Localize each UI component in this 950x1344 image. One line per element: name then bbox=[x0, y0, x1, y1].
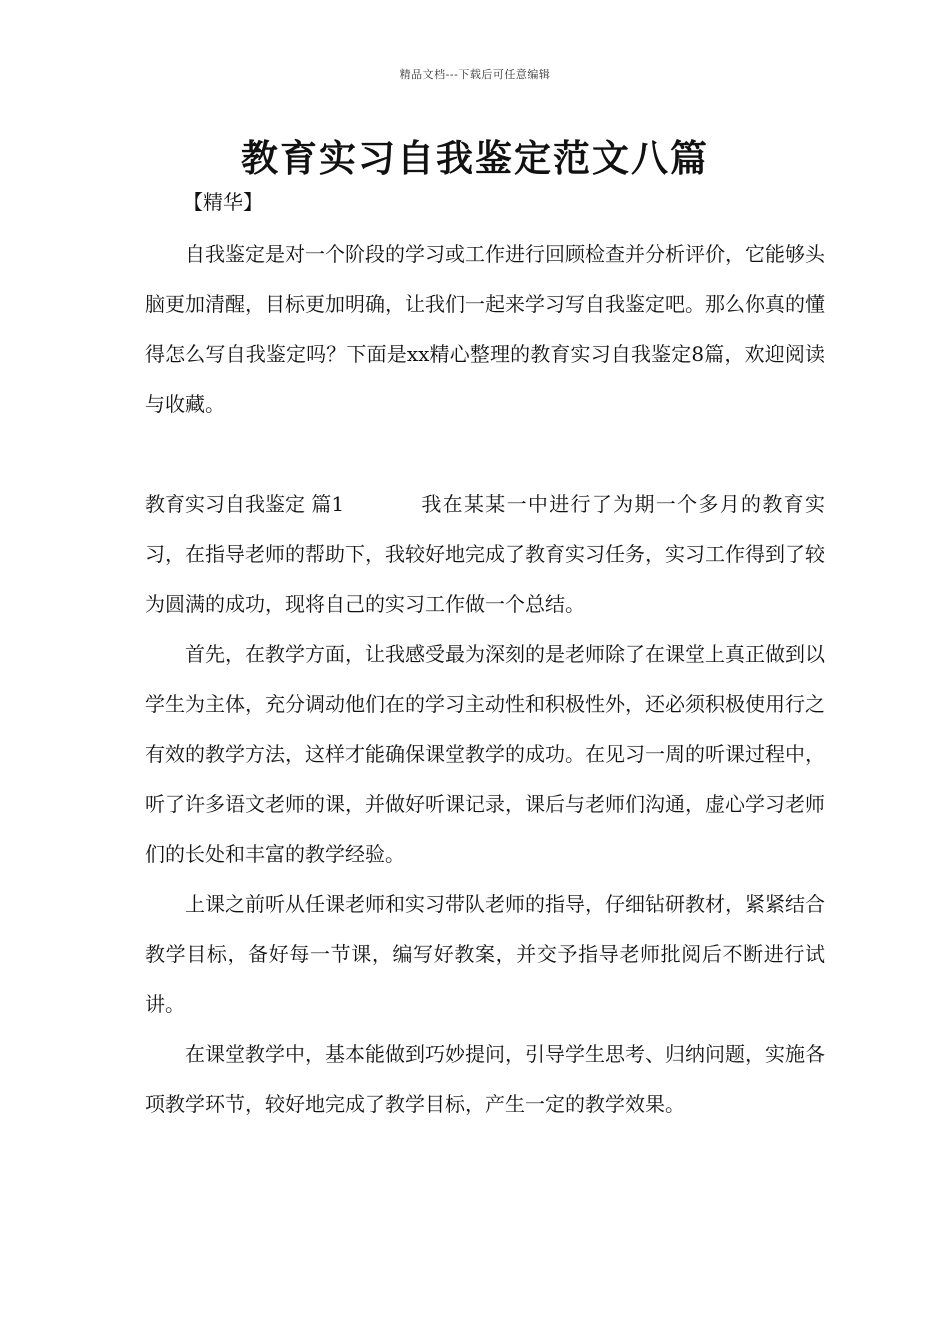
body-paragraph: 首先，在教学方面，让我感受最为深刻的是老师除了在课堂上真正做到以学生为主体，充分调动他们在的学习主动性和积极性外，还必须积极使用行之有效的教学方法，这样才能确保课堂教学的成功。在见习一周的听课过程中，听了许多语文老师的课，并做好听课记录，课后与老师们沟通，虚心学习老师们的长处和丰富的教学经验。 bbox=[145, 642, 825, 866]
section-1-lead: 我在某某一中进行了为期一个多月的教育实习，在指导老师的帮助下，我较好地完成了教育实习任务，实习工作得到了较为圆满的成功，现将自己的实习工作做一个总结。 bbox=[145, 492, 825, 616]
document-title: 教育实习自我鉴定范文八篇 bbox=[241, 137, 709, 180]
document-tag: 【精华】 bbox=[183, 190, 263, 214]
intro-paragraph: 自我鉴定是对一个阶段的学习或工作进行回顾检查并分析评价，它能够头脑更加清醒，目标更加明确，让我们一起来学习写自我鉴定吧。那么你真的懂得怎么写自我鉴定吗？下面是xx精心整理的教育实习自我鉴定8篇，欢迎阅读与收藏。 bbox=[145, 242, 825, 416]
document-body bbox=[145, 229, 825, 1129]
section-1-paragraph bbox=[145, 479, 825, 629]
body-paragraph: 上课之前听从任课老师和实习带队老师的指导，仔细钻研教材，紧紧结合教学目标，备好每一节课，编写好教案，并交予指导老师批阅后不断进行试讲。 bbox=[145, 892, 825, 1016]
section-1-title: 教育实习自我鉴定 篇1 bbox=[145, 492, 345, 516]
header-note: 精品文档---下载后可任意编辑 bbox=[399, 68, 551, 81]
paragraph-gap bbox=[145, 429, 825, 479]
body-paragraph: 在课堂教学中，基本能做到巧妙提问，引导学生思考、归纳问题，实施各项教学环节，较好地完成了教学目标，产生一定的教学效果。 bbox=[145, 1042, 825, 1116]
